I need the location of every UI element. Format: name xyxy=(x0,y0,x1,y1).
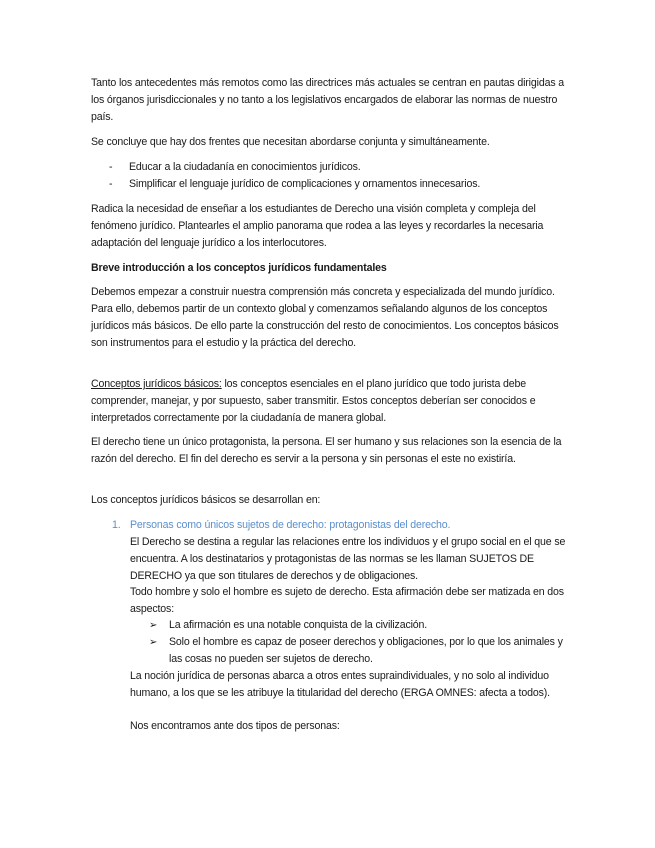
arrow-bullet-icon: ➢ xyxy=(149,637,158,648)
arrow-item-afirmacion: La afirmación es una notable conquista de la civilización. xyxy=(169,619,428,631)
term-conceptos-basicos: Conceptos jurídicos básicos: xyxy=(91,378,222,390)
list-item-body-nocion: La noción jurídica de personas abarca a otros entes supraindividuales, y no solo al individuo humano, a los que se les atribuye la titularidad del derecho (ERGA OMNES: afecta a todos). xyxy=(130,670,550,699)
list-item-body-todo-hombre: Todo hombre y solo el hombre es sujeto de derecho. Esta afirmación debe ser matizada en dos aspectos: xyxy=(130,586,564,615)
dash-item-educar: Educar a la ciudadanía en conocimientos jurídicos. xyxy=(129,161,361,173)
paragraph-antecedentes: Tanto los antecedentes más remotos como las directrices más actuales se centran en pautas dirigidas a los órganos jurisdiccionales y no tanto a los legislativos encargados de elaborar las normas de nuestro país. xyxy=(91,77,565,123)
list-number: 1. xyxy=(112,519,121,531)
arrow-bullet-icon: ➢ xyxy=(149,620,158,631)
paragraph-radica: Radica la necesidad de enseñar a los estudiantes de Derecho una visión completa y compleja del fenómeno jurídico. Plantearles el amplio panorama que rodea a las leyes y recordarles la necesaria adaptación del lenguaje jurídico a los interlocutores. xyxy=(91,203,544,249)
list-item-body-dos-tipos: Nos encontramos ante dos tipos de personas: xyxy=(130,720,340,732)
dash-marker: - xyxy=(109,178,113,190)
arrow-item-solo-hombre: Solo el hombre es capaz de poseer derechos y obligaciones, por lo que los animales y las cosas no pueden ser sujetos de derecho. xyxy=(169,636,563,665)
dash-item-simplificar: Simplificar el lenguaje jurídico de complicaciones y ornamentos innecesarios. xyxy=(129,178,481,190)
paragraph-protagonista: El derecho tiene un único protagonista, la persona. El ser humano y sus relaciones son la esencia de la razón del derecho. El fin del derecho es servir a la persona y sin personas el este no existiría. xyxy=(91,436,562,465)
paragraph-se-desarrollan: Los conceptos jurídicos básicos se desarrollan en: xyxy=(91,494,321,506)
definition-conceptos-basicos: los conceptos esenciales en el plano jurídico que todo jurista debe comprender, manejar, y por supuesto, saber transmitir. Estos conceptos deberían ser conocidos e interpretados correctamente por la ciudadanía de manera global. xyxy=(91,378,536,424)
dash-marker: - xyxy=(109,161,113,173)
paragraph-debemos: Debemos empezar a construir nuestra comprensión más concreta y especializada del mundo jurídico. Para ello, debemos partir de un contexto global y comenzamos señalando algunos de los conceptos jurídicos más básicos. De ello parte la construcción del resto de conocimientos. Los conceptos básicos son instrumentos para el estudio y la práctica del derecho. xyxy=(91,286,559,349)
list-item-body-derecho: El Derecho se destina a regular las relaciones entre los individuos y el grupo social en el que se encuentra. A los destinatarios y protagonistas de las normas se les llaman SUJETOS DE DERECHO ya que son titulares de derechos y de obligaciones. xyxy=(130,536,566,582)
section-heading: Breve introducción a los conceptos jurídicos fundamentales xyxy=(91,262,387,274)
paragraph-dos-frentes: Se concluye que hay dos frentes que necesitan abordarse conjunta y simultáneamente. xyxy=(91,136,490,148)
paragraph-conceptos-basicos xyxy=(91,376,569,427)
list-item-title: Personas como únicos sujetos de derecho: protagonistas del derecho. xyxy=(130,519,451,531)
